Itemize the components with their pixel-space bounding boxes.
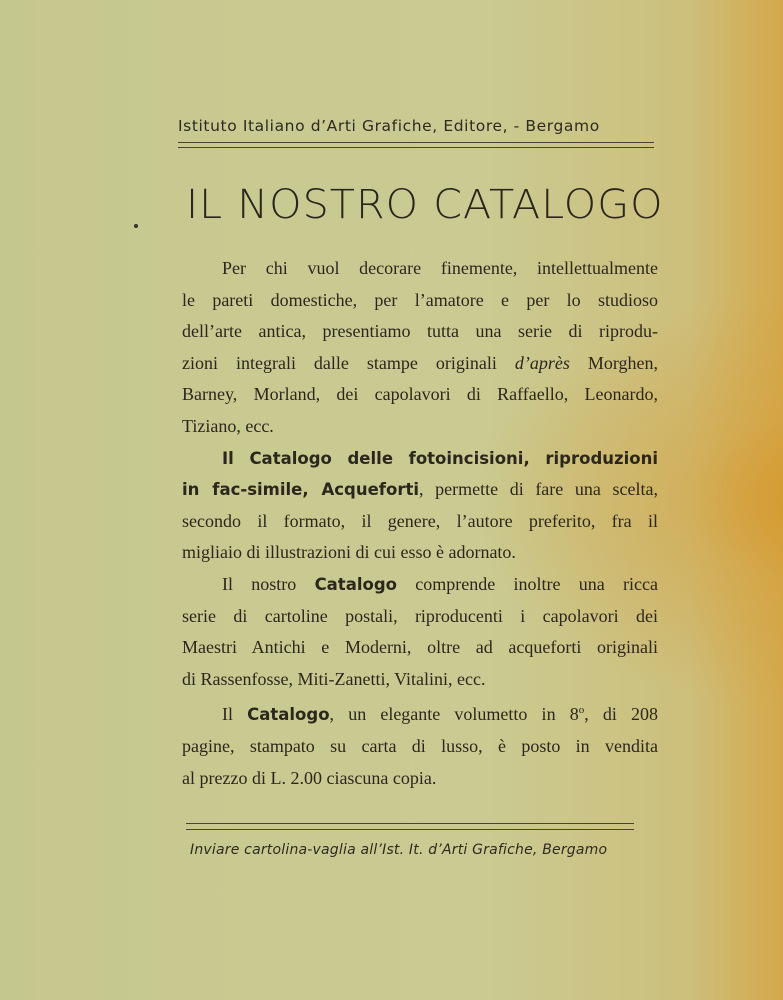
text-line: di Rassenfosse, Miti-Zanetti, Vitalini, ecc. (182, 668, 486, 689)
text-line: migliaio di illustrazioni di cui esso è adornato. (182, 542, 516, 563)
text-line: pagine, stampato su carta di lusso, è posto in vendita (182, 735, 658, 756)
text-line: Maestri Antichi e Moderni, oltre ad acqueforti originali (182, 637, 658, 658)
text-line: dell’arte antica, presentiamo tutta una serie di riprodu- (182, 321, 658, 342)
publisher-header: Istituto Italiano d’Arti Grafiche, Editore, - Bergamo (178, 117, 600, 135)
text-line: Il Catalogo, un elegante volumetto in 8$^o$, di 208 (222, 704, 658, 725)
footer-double-rule (186, 823, 634, 830)
text-line: le pareti domestiche, per l’amatore e per lo studioso (182, 289, 658, 310)
catalog-heading-bold: Il Catalogo delle fotoincisioni, riproduzioni (222, 448, 658, 468)
dapres-italic: d’après (514, 352, 570, 373)
text-line: secondo il formato, il genere, l’autore preferito, fra il (182, 510, 658, 531)
text-line: Barney, Morland, dei capolavori di Raffaello, Leonardo, (182, 384, 658, 405)
text-line: in fac-simile, Acqueforti, permette di fare una scelta, (182, 479, 658, 500)
margin-dot (134, 224, 138, 228)
text-line: serie di cartoline postali, riproducenti i capolavori dei (182, 605, 658, 626)
body-text (182, 253, 658, 794)
header-double-rule (178, 142, 654, 148)
text-line: al prezzo di L. 2.00 ciascuna copia. (182, 767, 437, 788)
text-line (182, 443, 658, 475)
text-line: zioni integrali dalle stampe originali d’après Morghen, (182, 352, 658, 373)
text-line: Tiziano, ecc. (182, 415, 274, 436)
text-line: Il nostro Catalogo comprende inoltre una ricca (222, 573, 658, 594)
footer-note: Inviare cartolina-vaglia all’Ist. It. d’Arti Grafiche, Bergamo (190, 842, 608, 858)
page-title: IL NOSTRO CATALOGO (186, 182, 664, 228)
text-line: Per chi vuol decorare finemente, intellettualmente (222, 258, 658, 278)
